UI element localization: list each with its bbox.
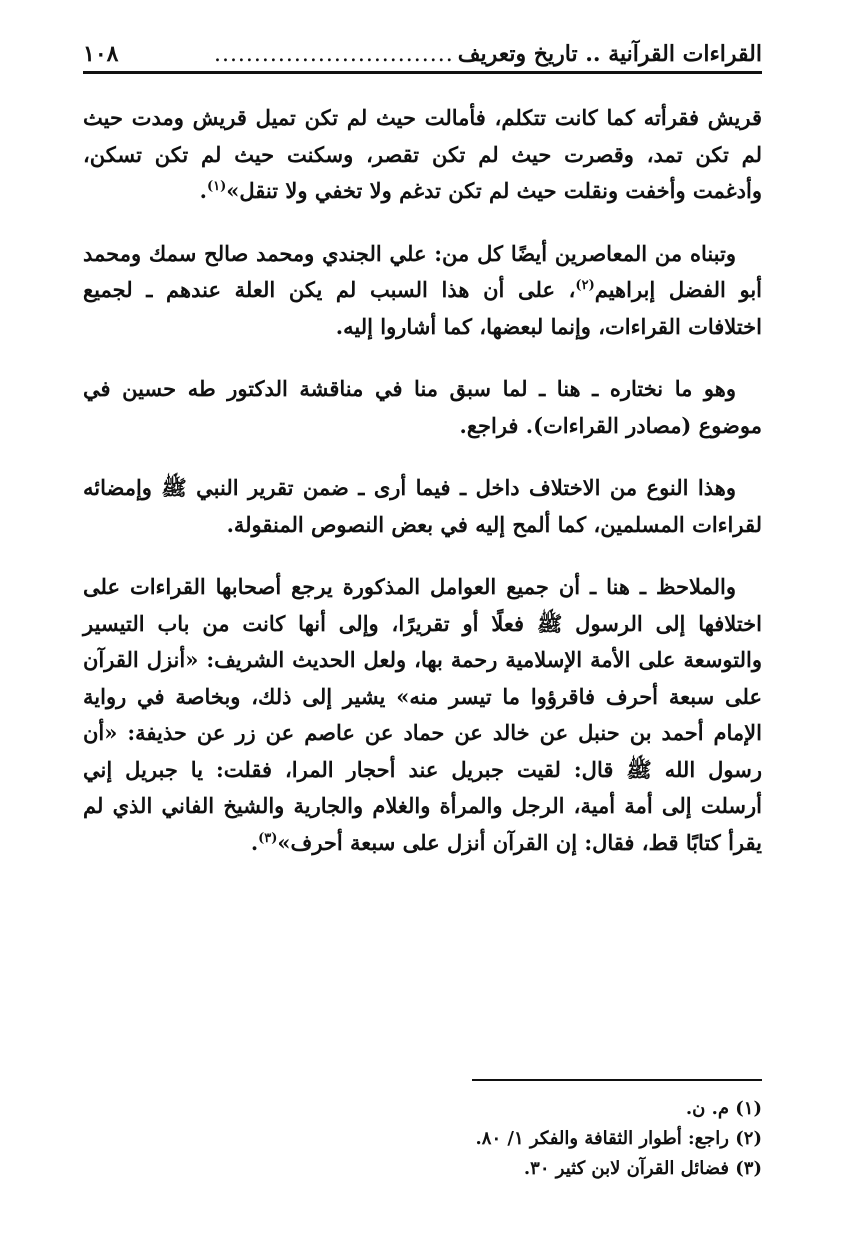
header-dot-leader: .............................. — [213, 42, 454, 67]
paragraph: قريش فقرأته كما كانت تتكلم، فأمالت حيث لم تكن تميل قريش ومدت حيث لم تكن تمد، وقصرت حيث لم تكن تقصر، وسكنت حيث لم تكن تسكن، وأدغمت وأخفت ونقلت حيث لم تكن تدغم ولا تخفي ولا تنقل»$^{(١)}$. — [83, 105, 762, 203]
footnote-ref: (١) — [206, 179, 227, 194]
page-number: ١٠٨ — [83, 41, 119, 67]
paragraph: وهو ما نختاره ـ هنا ـ لما سبق منا في مناقشة الدكتور طه حسين في موضوع (مصادر القراءات). فراجع. — [83, 376, 762, 438]
main-text — [83, 100, 762, 887]
running-header — [83, 34, 762, 74]
footnote-ref: (٢) — [575, 278, 595, 293]
paragraph: والملاحظ ـ هنا ـ أن جميع العوامل المذكورة يرجع أصحابها القراءات على اختلافها إلى الرسول ﷺ فعلًا أو تقريرًا، وإلى أنها كانت من باب التيسير والتوسعة على الأمة الإسلامية رحمة بها، ولعل الحديث الشريف: «أنزل القرآن على سبعة أحرف فاقرؤوا ما تيسر منه» يشير إلى ذلك، وبخاصة في رواية الإمام أحمد بن حنبل عن خالد عن حماد عن عاصم عن زر عن حذيفة: «أن رسول الله ﷺ قال: لقيت جبريل عند أحجار المرا، فقلت: يا جبريل إني أرسلت إلى أمة أمية، الرجل والمرأة والغلام والجارية والشيخ الفاني الذي لم يقرأ كتابًا قط، فقال: إن القرآن أنزل على سبعة أحرف»$^{(٣)}$. — [83, 574, 762, 855]
footnote: (٣) فضائل القرآن لابن كثير ٣٠. — [523, 1158, 762, 1179]
footnotes — [83, 1094, 762, 1184]
paragraph: وهذا النوع من الاختلاف داخل ـ فيما أرى ـ ضمن تقرير النبي ﷺ وإمضائه لقراءات المسلمين، كما ألمح إليه في بعض النصوص المنقولة. — [83, 475, 762, 537]
footnote: (٢) راجع: أطوار الثقافة والفكر ١/ ٨٠. — [475, 1128, 762, 1149]
paragraph: وتبناه من المعاصرين أيضًا كل من: علي الجندي ومحمد صالح سمك ومحمد أبو الفضل إبراهيم$^{(٢)}$، على أن هذا السبب لم يكن العلة عندهم ـ لجميع اختلافات القراءات، وإنما لبعضها، كما أشاروا إليه. — [83, 240, 762, 339]
footnote: (١) م. ن. — [685, 1098, 762, 1119]
footnote-ref: (٣) — [258, 830, 278, 846]
footnote-separator — [472, 1079, 762, 1081]
running-title: القراءات القرآنية .. تاريخ وتعريف — [457, 41, 762, 67]
